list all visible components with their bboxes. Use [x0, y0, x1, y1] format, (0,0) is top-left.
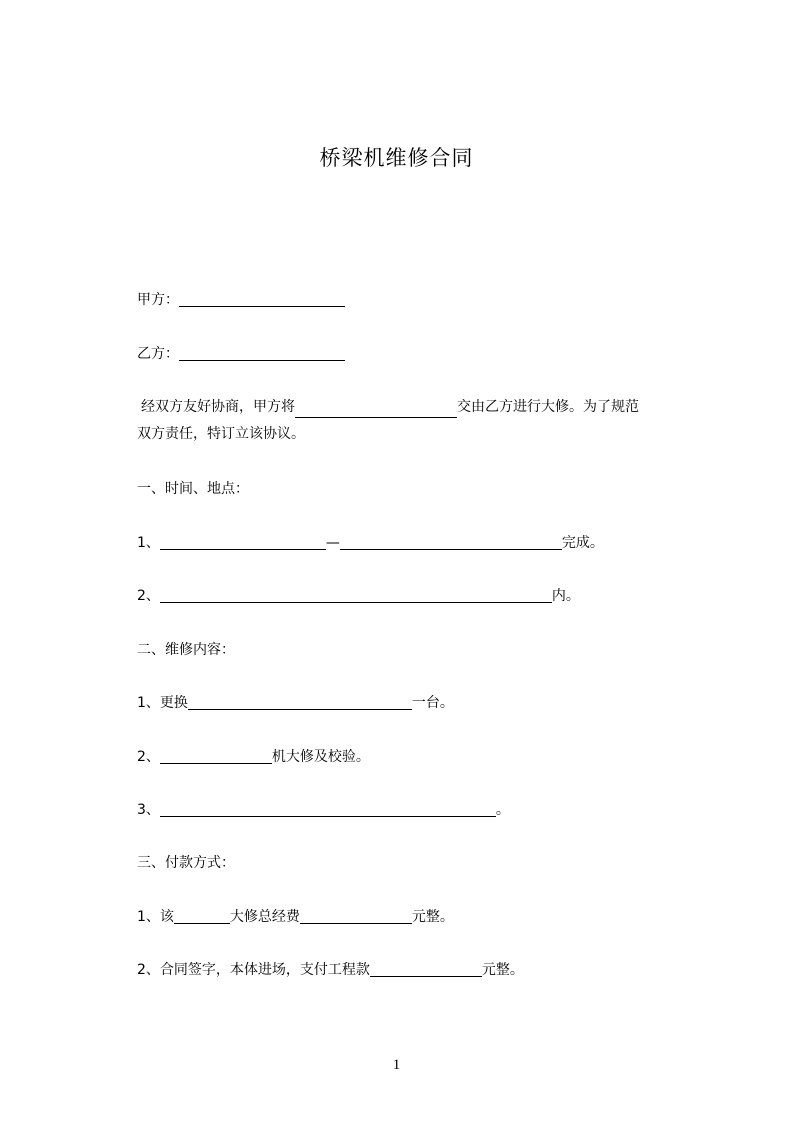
page-number: 1 — [392, 1057, 401, 1073]
section-3-heading — [137, 853, 235, 873]
section-1-item-1-suffix: 完成。 — [561, 535, 604, 551]
payment-amount-blank[interactable] — [370, 960, 482, 977]
section-1-item-2 — [137, 586, 580, 606]
location-blank[interactable] — [160, 586, 552, 603]
section-3-item-2-prefix: 2、合同签字，本体进场，支付工程款 — [137, 962, 370, 978]
section-2-item-1 — [137, 693, 454, 713]
section-2-item-2-prefix: 2、 — [137, 749, 160, 765]
intro-text-3: 双方责任，特订立该协议。 — [137, 426, 305, 442]
intro-text-2: 交由乙方进行大修。为了规范 — [457, 399, 639, 415]
section-3-item-2-suffix: 元整。 — [481, 962, 524, 978]
end-time-blank[interactable] — [340, 533, 562, 550]
repair-item-blank[interactable] — [174, 907, 230, 924]
party-a-blank[interactable] — [179, 290, 345, 307]
section-1-item-1-prefix: 1、 — [137, 535, 160, 551]
section-2-heading-text: 二、维修内容： — [137, 642, 235, 658]
section-2-item-3-suffix: 。 — [495, 802, 510, 818]
page-title: 桥梁机维修合同 — [319, 146, 474, 170]
intro-row-1 — [137, 394, 702, 421]
section-2-item-1-suffix: 一台。 — [411, 695, 454, 711]
section-3-item-1-middle: 大修总经费 — [229, 909, 300, 925]
section-3-item-1-prefix: 1、该 — [137, 909, 174, 925]
section-3-item-1 — [137, 907, 454, 927]
section-3-item-2 — [137, 960, 524, 980]
party-b-blank[interactable] — [179, 344, 345, 361]
section-1-item-2-suffix: 内。 — [551, 588, 580, 604]
intro-paragraph — [137, 394, 702, 448]
machine-name-blank[interactable] — [160, 747, 272, 764]
section-2-item-3-prefix: 3、 — [137, 802, 160, 818]
section-3-item-1-suffix: 元整。 — [411, 909, 454, 925]
section-1-heading-text: 一、时间、地点： — [137, 481, 249, 497]
section-1-heading — [137, 479, 249, 499]
replacement-part-blank[interactable] — [188, 693, 412, 710]
section-1-item-1 — [137, 533, 604, 553]
section-1-item-2-prefix: 2、 — [137, 588, 160, 604]
party-b-label: 乙方： — [137, 346, 179, 362]
other-content-blank[interactable] — [160, 800, 496, 817]
section-3-heading-text: 三、付款方式： — [137, 855, 235, 871]
section-2-item-2 — [137, 747, 370, 767]
section-2-item-2-suffix: 机大修及校验。 — [271, 749, 370, 765]
start-time-blank[interactable] — [160, 533, 326, 550]
section-2-item-3 — [137, 800, 510, 820]
intro-row-2 — [137, 421, 702, 448]
party-a-label: 甲方： — [137, 292, 179, 308]
total-cost-blank[interactable] — [300, 907, 412, 924]
section-2-heading — [137, 640, 235, 660]
party-b-line — [137, 344, 345, 364]
section-2-item-1-prefix: 1、更换 — [137, 695, 188, 711]
intro-equipment-blank[interactable] — [295, 401, 457, 418]
section-1-item-1-dash: — — [325, 535, 340, 551]
party-a-line — [137, 290, 345, 310]
intro-text-1: 经双方友好协商，甲方将 — [141, 399, 295, 415]
